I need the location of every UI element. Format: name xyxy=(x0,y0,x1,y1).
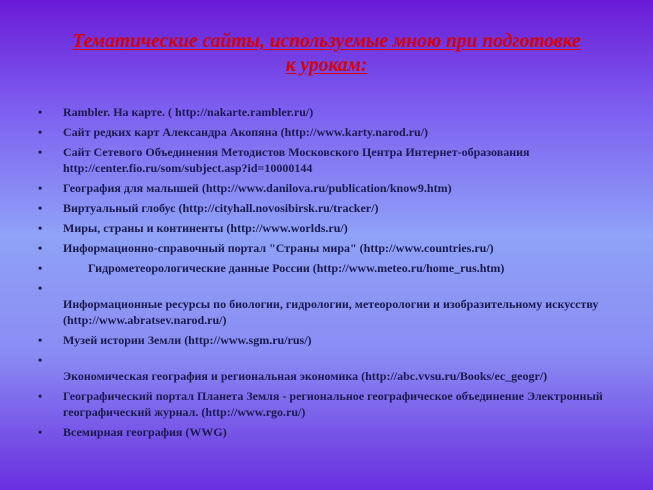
list-item-text: Информационные ресурсы по биологии, гидрологии, метеорологии и изобразительному искусству (http://www.abratsev.narod.ru/) xyxy=(63,297,599,327)
list-item-text: Виртуальный глобус (http://cityhall.novosibirsk.ru/tracker/) xyxy=(63,201,379,215)
bullet: • xyxy=(38,241,43,255)
list-item-text: Сайт редких карт Александра Акопяна (http://www.karty.narod.ru/) xyxy=(63,125,429,139)
bullet: • xyxy=(38,353,43,367)
bullet: • xyxy=(38,281,43,295)
line-gap xyxy=(63,280,638,296)
list-item-text: География для малышей (http://www.danilova.ru/publication/know9.htm) xyxy=(63,181,452,195)
list-item xyxy=(38,124,638,140)
list-item xyxy=(38,332,638,348)
website-list xyxy=(38,104,638,444)
slide-title xyxy=(30,30,623,78)
slide-title-line-2: к урокам: xyxy=(285,55,368,76)
list-item-text: Rambler. На карте. ( http://nakarte.rambler.ru/) xyxy=(63,105,314,119)
bullet: • xyxy=(38,261,43,275)
list-item xyxy=(38,240,638,256)
list-item xyxy=(38,200,638,216)
bullet: • xyxy=(38,389,43,403)
list-item-text: Географический портал Планета Земля - региональное географическое объединение Электронный географический журнал. (http://www.rgo.ru/) xyxy=(63,389,603,419)
list-item xyxy=(38,424,638,440)
bullet: • xyxy=(38,221,43,235)
list-item xyxy=(38,280,638,328)
list-item xyxy=(38,220,638,236)
list-item xyxy=(38,352,638,384)
line-gap xyxy=(63,352,638,368)
bullet: • xyxy=(38,105,43,119)
bullet: • xyxy=(38,425,43,439)
bullet: • xyxy=(38,201,43,215)
list-item-text: Музей истории Земли (http://www.sgm.ru/rus/) xyxy=(63,333,312,347)
list-item-text: Всемирная география (WWG) xyxy=(63,425,227,439)
bullet: • xyxy=(38,125,43,139)
list-item-text: Гидрометеорологические данные России (http://www.meteo.ru/home_rus.htm) xyxy=(88,261,505,275)
bullet: • xyxy=(38,181,43,195)
list-item xyxy=(38,144,638,176)
list-item-text: Информационно-справочный портал "Страны мира" (http://www.countries.ru/) xyxy=(63,241,494,255)
bullet: • xyxy=(38,333,43,347)
list-item-text: Миры, страны и континенты (http://www.worlds.ru/) xyxy=(63,221,348,235)
list-item-text: Сайт Сетевого Объединения Методистов Московского Центра Интернет-образования http://center.fio.ru/som/subject.asp?id=10000144 xyxy=(63,145,530,175)
list-item xyxy=(38,180,638,196)
list-item xyxy=(38,104,638,120)
list-item xyxy=(38,260,638,276)
bullet: • xyxy=(38,145,43,159)
slide-title-line-1: Тематические сайты, используемые мною при подготовке xyxy=(72,31,581,52)
list-item xyxy=(38,388,638,420)
list-item-text: Экономическая география и региональная экономика (http://abc.vvsu.ru/Books/ec_geogr/) xyxy=(63,369,548,383)
